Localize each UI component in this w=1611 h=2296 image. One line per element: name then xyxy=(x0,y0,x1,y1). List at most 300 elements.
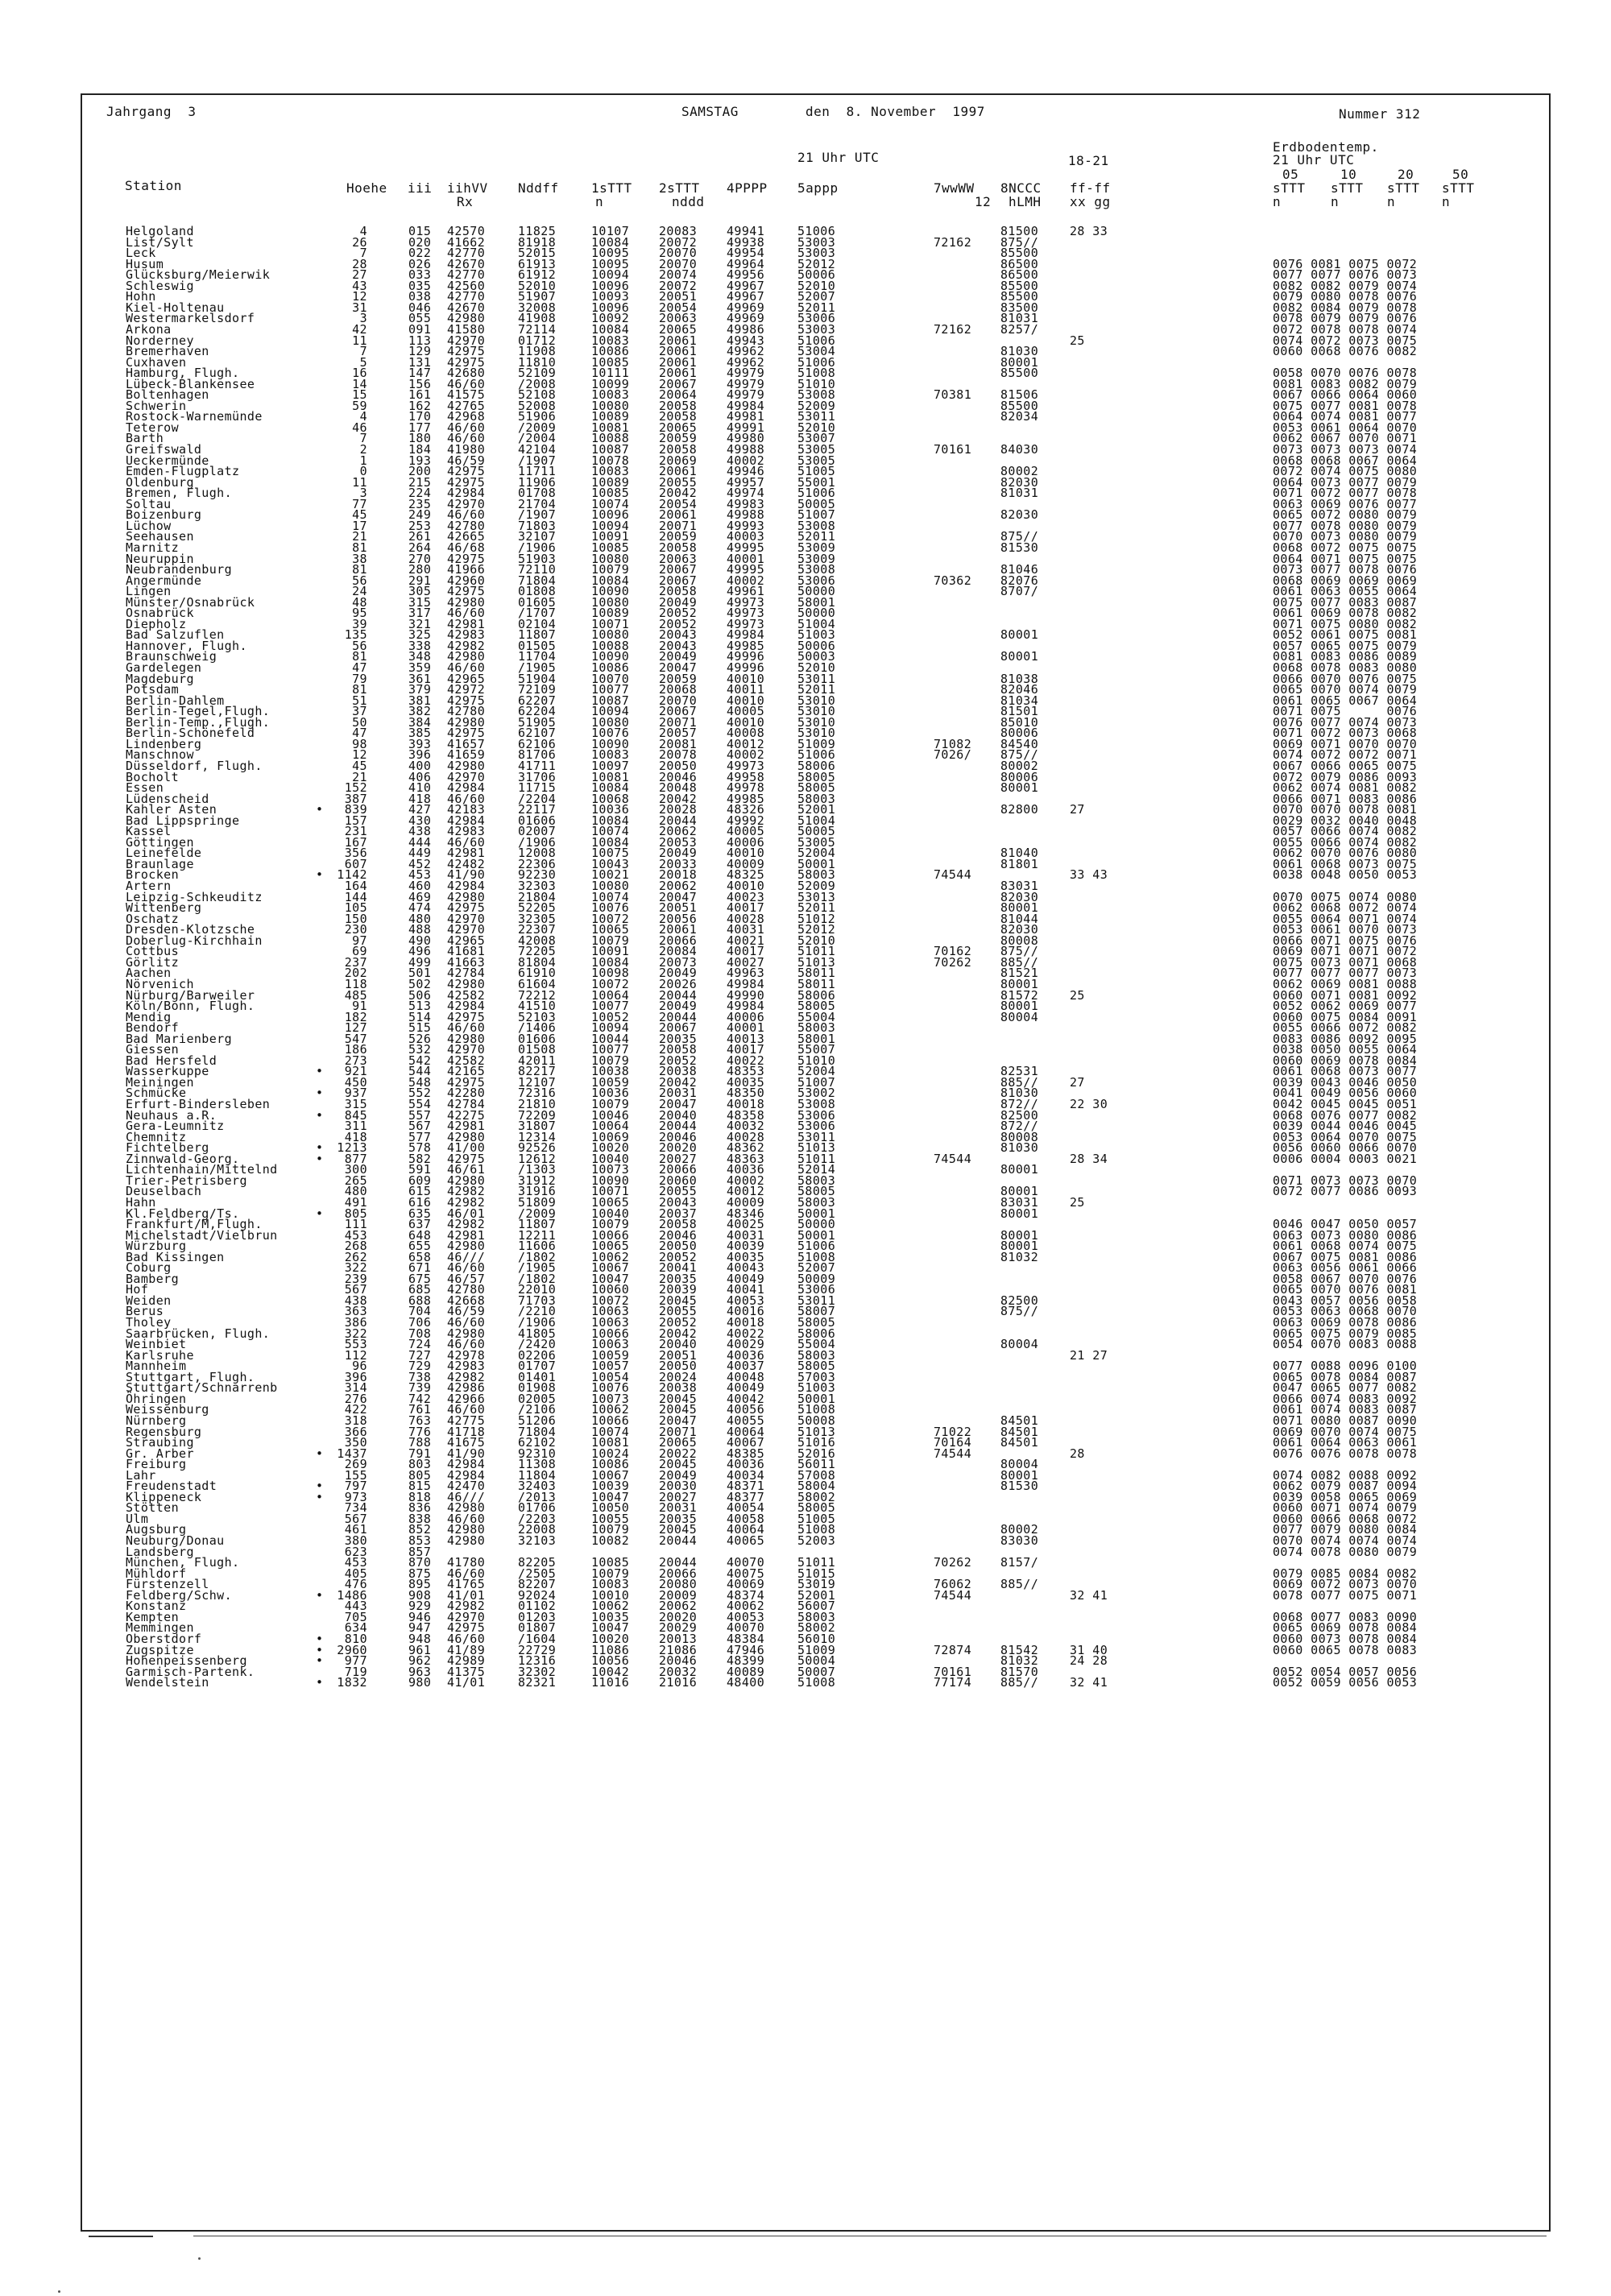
cell-h: 1832 xyxy=(337,1675,367,1690)
cell-name: Soltau xyxy=(126,496,172,511)
cell-soil: 0068 0076 0077 0082 xyxy=(1273,1107,1418,1123)
cell-a: 50005 xyxy=(797,496,836,511)
cell-soil: 0074 0078 0080 0079 xyxy=(1273,1544,1418,1559)
cell-n: 21704 xyxy=(518,496,557,511)
cell-soil: 0060 0065 0078 0083 xyxy=(1273,1642,1418,1657)
cell-t2: 20061 xyxy=(659,464,698,479)
cell-iii: 361 xyxy=(408,671,432,686)
cell-name: Bad Lippspringe xyxy=(126,813,240,828)
cell-p: 40043 xyxy=(727,1260,765,1276)
cell-ff: 25 xyxy=(1070,333,1085,348)
col-soil-05-sub: n xyxy=(1273,194,1282,209)
cell-p: 49974 xyxy=(727,486,765,501)
cell-iii: 270 xyxy=(408,551,432,566)
cell-name: Bocholt xyxy=(126,769,180,784)
cell-n: 01808 xyxy=(518,584,557,599)
cell-p: 49986 xyxy=(727,321,765,337)
cell-iii: 430 xyxy=(408,813,432,828)
cell-v: 42965 xyxy=(447,933,486,948)
cell-a: 51016 xyxy=(797,1435,836,1450)
cell-name: Weinbiet xyxy=(126,1337,187,1352)
cell-iii: 026 xyxy=(408,256,432,271)
cell-p: 40025 xyxy=(727,1217,765,1232)
cell-v: 46/60 xyxy=(447,376,486,391)
issue-date: den 8. November 1997 xyxy=(806,104,985,119)
cell-mark: • xyxy=(316,802,324,817)
cell-n: 72316 xyxy=(518,1086,557,1101)
cell-n: 22729 xyxy=(518,1642,557,1657)
cell-t1: 10063 xyxy=(591,1315,630,1330)
cell-h: 7 xyxy=(359,246,367,261)
cell-iii: 557 xyxy=(408,1107,432,1123)
cell-p: 40032 xyxy=(727,1119,765,1134)
cell-name: Husum xyxy=(126,256,164,271)
cell-iii: 460 xyxy=(408,879,432,893)
cell-a: 58002 xyxy=(797,1489,836,1504)
cell-n: 32403 xyxy=(518,1479,557,1494)
cell-p: 49946 xyxy=(727,464,765,479)
cell-t1: 10021 xyxy=(591,867,630,883)
cell-w: 77174 xyxy=(934,1675,972,1690)
cell-t2: 20081 xyxy=(659,736,698,751)
cell-v: 42986 xyxy=(447,1380,486,1396)
cell-n: 61912 xyxy=(518,267,557,283)
cell-a: 50003 xyxy=(797,649,836,664)
cell-iii: 161 xyxy=(408,387,432,403)
cell-name: Brocken xyxy=(126,867,180,883)
cell-ff: 32 41 xyxy=(1070,1675,1108,1690)
cell-v: 42975 xyxy=(447,551,486,566)
cell-p: 48346 xyxy=(727,1206,765,1221)
cell-iii: 280 xyxy=(408,562,432,577)
cell-p: 40010 xyxy=(727,846,765,861)
cell-t2: 20046 xyxy=(659,769,698,784)
cell-t2: 20043 xyxy=(659,627,698,643)
cell-w: 70362 xyxy=(934,573,972,588)
cell-a: 50005 xyxy=(797,824,836,839)
cell-iii: 980 xyxy=(408,1675,432,1690)
cell-iii: 170 xyxy=(408,409,432,424)
cell-name: Gera-Leumnitz xyxy=(126,1119,225,1134)
cell-a: 58011 xyxy=(797,976,836,991)
cell-iii: 020 xyxy=(408,234,432,250)
cell-soil: 0077 0077 0076 0073 xyxy=(1273,267,1418,283)
cell-name: Kahler Asten xyxy=(126,802,217,817)
cell-t2: 20052 xyxy=(659,1249,698,1264)
cell-iii: 113 xyxy=(408,333,432,348)
col-t1: 1sTTT xyxy=(591,180,632,196)
cell-h: 167 xyxy=(344,834,367,850)
cell-t1: 10096 xyxy=(591,507,630,523)
cell-v: 42989 xyxy=(447,1653,486,1669)
cell-c: 80001 xyxy=(1000,1239,1039,1254)
cell-t1: 10044 xyxy=(591,1031,630,1046)
cell-soil: 0071 0072 0073 0068 xyxy=(1273,726,1418,741)
cell-n: 32103 xyxy=(518,1533,557,1548)
cell-t1: 10060 xyxy=(591,1282,630,1297)
cell-h: 81 xyxy=(352,562,367,577)
cell-soil: 0082 0082 0079 0074 xyxy=(1273,278,1418,293)
cell-v: 41/00 xyxy=(447,1140,486,1156)
cell-t2: 20065 xyxy=(659,321,698,337)
cell-t2: 20067 xyxy=(659,1020,698,1036)
cell-a: 58011 xyxy=(797,966,836,981)
cell-t2: 20039 xyxy=(659,1282,698,1297)
cell-name: Bremerhaven xyxy=(126,344,209,359)
cell-c: 81501 xyxy=(1000,704,1039,719)
cell-soil: 0078 0077 0075 0071 xyxy=(1273,1587,1418,1603)
cell-t1: 10068 xyxy=(591,791,630,806)
cell-soil: 0066 0071 0083 0086 xyxy=(1273,791,1418,806)
cell-iii: 469 xyxy=(408,889,432,904)
cell-iii: 791 xyxy=(408,1446,432,1461)
cell-v: 42582 xyxy=(447,1053,486,1068)
cell-n: 32008 xyxy=(518,300,557,315)
cell-soil: 0071 0075 0076 xyxy=(1273,704,1418,719)
cell-h: 12 xyxy=(352,289,367,304)
soil-time: 21 Uhr UTC xyxy=(1273,152,1355,168)
cell-soil: 0075 0073 0071 0068 xyxy=(1273,954,1418,970)
cell-v: 42984 xyxy=(447,999,486,1014)
col-w7: 7wwWW xyxy=(934,180,975,196)
cell-v: 46/60 xyxy=(447,1566,486,1581)
cell-v: 42982 xyxy=(447,1599,486,1614)
cell-c: 86500 xyxy=(1000,256,1039,271)
cell-v: 42965 xyxy=(447,671,486,686)
cell-c: 84501 xyxy=(1000,1424,1039,1439)
cell-c: 82030 xyxy=(1000,474,1039,490)
cell-a: 50001 xyxy=(797,1391,836,1406)
cell-name: Fichtelberg xyxy=(126,1140,209,1156)
cell-n: 61604 xyxy=(518,976,557,991)
cell-t1: 10099 xyxy=(591,376,630,391)
cell-iii: 948 xyxy=(408,1631,432,1646)
cell-h: 11 xyxy=(352,474,367,490)
cell-a: 58005 xyxy=(797,780,836,796)
cell-p: 49985 xyxy=(727,638,765,653)
cell-iii: 022 xyxy=(408,246,432,261)
cell-iii: 615 xyxy=(408,1184,432,1199)
cell-t2: 20059 xyxy=(659,529,698,544)
cell-t2: 20035 xyxy=(659,1511,698,1526)
cell-t2: 20062 xyxy=(659,1599,698,1614)
cell-p: 40006 xyxy=(727,1009,765,1024)
cell-h: 239 xyxy=(344,1271,367,1286)
cell-v: 42980 xyxy=(447,1500,486,1516)
cell-t2: 20044 xyxy=(659,1555,698,1570)
cell-n: 42104 xyxy=(518,442,557,457)
cell-a: 58003 xyxy=(797,1609,836,1624)
cell-t2: 20058 xyxy=(659,442,698,457)
cell-iii: 591 xyxy=(408,1162,432,1177)
cell-soil: 0081 0083 0082 0079 xyxy=(1273,376,1418,391)
cell-h: 623 xyxy=(344,1544,367,1559)
cell-a: 53004 xyxy=(797,344,836,359)
cell-a: 52010 xyxy=(797,933,836,948)
cell-t2: 20063 xyxy=(659,311,698,326)
cell-name: Braunlage xyxy=(126,856,194,871)
cell-soil: 0067 0066 0064 0060 xyxy=(1273,387,1418,403)
cell-c: 80004 xyxy=(1000,1337,1039,1352)
cell-name: Freudenstadt xyxy=(126,1479,217,1494)
cell-name: Norderney xyxy=(126,333,194,348)
cell-v: 42975 xyxy=(447,464,486,479)
cell-t2: 20040 xyxy=(659,1107,698,1123)
cell-name: Hamburg, Flugh. xyxy=(126,366,240,381)
cell-c: 81032 xyxy=(1000,1653,1039,1669)
col-station: Station xyxy=(125,178,182,193)
cell-n: 22008 xyxy=(518,1522,557,1537)
cell-h: 1142 xyxy=(337,867,367,883)
cell-p: 40022 xyxy=(727,1053,765,1068)
cell-h: 7 xyxy=(359,431,367,446)
cell-t2: 20051 xyxy=(659,1347,698,1363)
cell-a: 58003 xyxy=(797,1194,836,1210)
cell-v: 46/// xyxy=(447,1249,486,1264)
cell-iii: 452 xyxy=(408,856,432,871)
cell-a: 53002 xyxy=(797,1086,836,1101)
cell-name: Münster/Osnabrück xyxy=(126,594,255,610)
cell-t1: 10091 xyxy=(591,529,630,544)
cell-v: 41/89 xyxy=(447,1642,486,1657)
cell-t1: 10072 xyxy=(591,976,630,991)
cell-t2: 20033 xyxy=(659,856,698,871)
cell-c: 81030 xyxy=(1000,344,1039,359)
cell-p: 48326 xyxy=(727,802,765,817)
cell-soil: 0057 0065 0075 0079 xyxy=(1273,638,1418,653)
cell-t1: 10089 xyxy=(591,409,630,424)
cell-v: 41/90 xyxy=(447,867,486,883)
cell-iii: 131 xyxy=(408,354,432,370)
cell-soil: 0058 0067 0070 0076 xyxy=(1273,1271,1418,1286)
cell-v: 46/59 xyxy=(447,453,486,468)
cell-soil: 0072 0079 0086 0093 xyxy=(1273,769,1418,784)
cell-name: Leck xyxy=(126,246,156,261)
cell-v: 42980 xyxy=(447,714,486,730)
cell-a: 50001 xyxy=(797,1206,836,1221)
cell-t1: 10083 xyxy=(591,387,630,403)
cell-v: 42978 xyxy=(447,1347,486,1363)
cell-t1: 10087 xyxy=(591,693,630,708)
cell-c: 80001 xyxy=(1000,1162,1039,1177)
cell-iii: 947 xyxy=(408,1620,432,1636)
cell-p: 48377 xyxy=(727,1489,765,1504)
cell-t1: 10036 xyxy=(591,1086,630,1101)
cell-name: Deuselbach xyxy=(126,1184,202,1199)
cell-t2: 20049 xyxy=(659,966,698,981)
cell-p: 40017 xyxy=(727,1042,765,1057)
cell-name: Dresden-Klotzsche xyxy=(126,922,255,937)
col-iii: iii xyxy=(408,180,433,196)
cell-h: 480 xyxy=(344,1184,367,1199)
cell-h: 39 xyxy=(352,616,367,631)
cell-t1: 10084 xyxy=(591,573,630,588)
cell-mark: • xyxy=(316,1653,324,1669)
cell-h: 453 xyxy=(344,1227,367,1243)
col-soil-20: sTTT xyxy=(1387,180,1420,196)
cell-name: München, Flugh. xyxy=(126,1555,240,1570)
cell-t2: 20065 xyxy=(659,1435,698,1450)
cell-a: 58002 xyxy=(797,1620,836,1636)
cell-soil: 0039 0043 0046 0050 xyxy=(1273,1074,1418,1090)
cell-p: 49964 xyxy=(727,256,765,271)
cell-soil: 0064 0071 0075 0075 xyxy=(1273,551,1418,566)
cell-iii: 506 xyxy=(408,987,432,1003)
cell-c: 80001 xyxy=(1000,354,1039,370)
cell-c: 80002 xyxy=(1000,464,1039,479)
cell-soil: 0063 0056 0061 0066 xyxy=(1273,1260,1418,1276)
weekday: SAMSTAG xyxy=(681,104,739,119)
cell-a: 52007 xyxy=(797,289,836,304)
cell-a: 56011 xyxy=(797,1457,836,1472)
cell-a: 53008 xyxy=(797,518,836,533)
cell-h: 48 xyxy=(352,594,367,610)
cell-soil: 0063 0073 0080 0086 xyxy=(1273,1227,1418,1243)
cell-mark: • xyxy=(316,1140,324,1156)
cell-name: Bad Kissingen xyxy=(126,1249,225,1264)
cell-h: 81 xyxy=(352,682,367,697)
cell-a: 53010 xyxy=(797,693,836,708)
cell-a: 58004 xyxy=(797,1479,836,1494)
cell-p: 40039 xyxy=(727,1239,765,1254)
cell-t1: 10074 xyxy=(591,889,630,904)
cell-c: 81031 xyxy=(1000,311,1039,326)
cell-soil: 0070 0073 0080 0079 xyxy=(1273,529,1418,544)
cell-t2: 20042 xyxy=(659,791,698,806)
cell-c: 81521 xyxy=(1000,966,1039,981)
cell-mark: • xyxy=(316,867,324,883)
cell-iii: 853 xyxy=(408,1533,432,1548)
cell-soil: 0069 0070 0074 0075 xyxy=(1273,1424,1418,1439)
cell-name: Marnitz xyxy=(126,540,180,555)
stray-dot xyxy=(198,2257,201,2260)
cell-a: 51006 xyxy=(797,333,836,348)
cell-n: 22307 xyxy=(518,922,557,937)
cell-soil: 0065 0070 0076 0081 xyxy=(1273,1282,1418,1297)
col-iihvv: iihVV xyxy=(447,180,488,196)
cell-p: 40008 xyxy=(727,726,765,741)
cell-soil: 0083 0086 0092 0095 xyxy=(1273,1031,1418,1046)
cell-t1: 10090 xyxy=(591,736,630,751)
cell-t1: 10089 xyxy=(591,474,630,490)
cell-n: 71803 xyxy=(518,518,557,533)
cell-soil: 0075 0077 0083 0087 xyxy=(1273,594,1418,610)
cell-n: 12107 xyxy=(518,1074,557,1090)
cell-c: 81030 xyxy=(1000,1086,1039,1101)
cell-c: 885// xyxy=(1000,1074,1039,1090)
cell-soil: 0038 0050 0055 0064 xyxy=(1273,1042,1418,1057)
cell-t1: 10038 xyxy=(591,1064,630,1079)
cell-a: 51003 xyxy=(797,627,836,643)
cell-t2: 20049 xyxy=(659,594,698,610)
cell-name: Memmingen xyxy=(126,1620,194,1636)
cell-h: 77 xyxy=(352,496,367,511)
cell-p: 49984 xyxy=(727,398,765,413)
cell-iii: 338 xyxy=(408,638,432,653)
cell-p: 40054 xyxy=(727,1500,765,1516)
cell-h: 111 xyxy=(344,1217,367,1232)
cell-h: 186 xyxy=(344,1042,367,1057)
cell-t1: 10057 xyxy=(591,1359,630,1374)
cell-a: 53011 xyxy=(797,1129,836,1144)
cell-iii: 129 xyxy=(408,344,432,359)
cell-n: /1604 xyxy=(518,1631,557,1646)
cell-t1: 10088 xyxy=(591,638,630,653)
cell-soil: 0052 0062 0069 0077 xyxy=(1273,999,1418,1014)
cell-soil: 0047 0065 0077 0082 xyxy=(1273,1380,1418,1396)
cell-h: 314 xyxy=(344,1380,367,1396)
cell-name: Berus xyxy=(126,1304,164,1319)
cell-t1: 10083 xyxy=(591,464,630,479)
cell-h: 45 xyxy=(352,758,367,773)
cell-c: 82030 xyxy=(1000,889,1039,904)
cell-p: 48350 xyxy=(727,1086,765,1101)
cell-name: Lüchow xyxy=(126,518,172,533)
cell-v: 42970 xyxy=(447,911,486,926)
cell-t1: 10062 xyxy=(591,1402,630,1417)
cell-h: 300 xyxy=(344,1162,367,1177)
cell-h: 45 xyxy=(352,507,367,523)
cell-a: 51006 xyxy=(797,1239,836,1254)
cell-n: 61913 xyxy=(518,256,557,271)
cell-t1: 10066 xyxy=(591,1227,630,1243)
cell-soil: 0060 0068 0076 0082 xyxy=(1273,344,1418,359)
cell-p: 40056 xyxy=(727,1402,765,1417)
cell-a: 51004 xyxy=(797,813,836,828)
cell-n: 51907 xyxy=(518,289,557,304)
cell-n: 32303 xyxy=(518,879,557,893)
cell-name: Boltenhagen xyxy=(126,387,209,403)
cell-name: Giessen xyxy=(126,1042,180,1057)
cell-t2: 20067 xyxy=(659,376,698,391)
cell-a: 52001 xyxy=(797,1587,836,1603)
cell-iii: 305 xyxy=(408,584,432,599)
cell-name: Angermünde xyxy=(126,573,202,588)
cell-a: 58006 xyxy=(797,758,836,773)
cell-soil: 0071 0073 0073 0070 xyxy=(1273,1173,1418,1188)
cell-v: 42975 xyxy=(447,474,486,490)
cell-n: 82205 xyxy=(518,1555,557,1570)
cell-n: 01102 xyxy=(518,1599,557,1614)
cell-name: Braunschweig xyxy=(126,649,217,664)
cell-name: Neuhaus a.R. xyxy=(126,1107,217,1123)
cell-iii: 180 xyxy=(408,431,432,446)
cell-v: 42980 xyxy=(447,758,486,773)
cell-v: 42975 xyxy=(447,693,486,708)
cell-iii: 648 xyxy=(408,1227,432,1243)
cell-h: 5 xyxy=(359,354,367,370)
cell-c: 8157/ xyxy=(1000,1555,1039,1570)
cell-t1: 10064 xyxy=(591,1119,630,1134)
cell-n: 11606 xyxy=(518,1239,557,1254)
cell-p: 40002 xyxy=(727,573,765,588)
cell-soil: 0053 0061 0064 0070 xyxy=(1273,420,1418,435)
cell-n: 72212 xyxy=(518,987,557,1003)
cell-name: Rostock-Warnemünde xyxy=(126,409,263,424)
cell-n: 41510 xyxy=(518,999,557,1014)
cell-iii: 532 xyxy=(408,1042,432,1057)
cell-a: 53010 xyxy=(797,714,836,730)
cell-t1: 10107 xyxy=(591,224,630,238)
cell-t1: 10055 xyxy=(591,1511,630,1526)
cell-v: 42665 xyxy=(447,529,486,544)
cell-t2: 21016 xyxy=(659,1675,698,1690)
cell-a: 51011 xyxy=(797,944,836,959)
cell-mark: • xyxy=(316,1489,324,1504)
cell-name: Schwerin xyxy=(126,398,187,413)
cell-c: 84501 xyxy=(1000,1413,1039,1428)
cell-name: Wasserkuppe xyxy=(126,1064,209,1079)
